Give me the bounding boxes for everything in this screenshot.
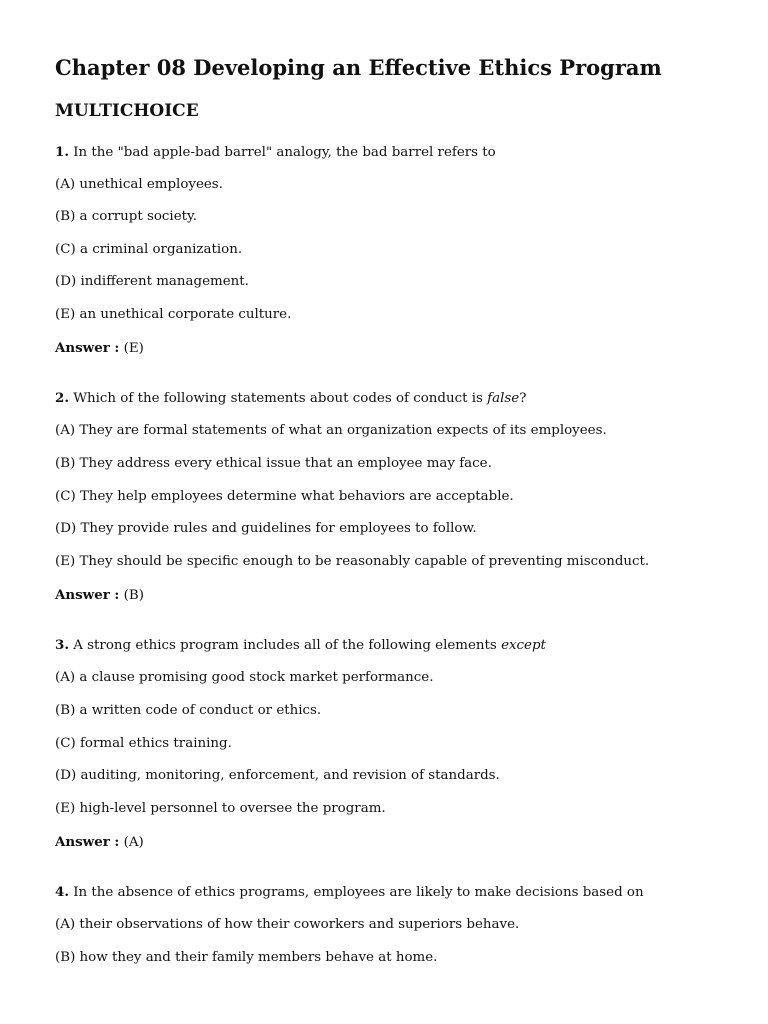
question-2-option-e: (E) They should be specific enough to be reasonably capable of preventing misconduct. [55,554,650,569]
question-2-stem [55,389,526,408]
question-2-option-a: (A) They are formal statements of what an organization expects of its employees. [55,423,607,438]
chapter-title: Chapter 08 Developing an Effective Ethics Program [55,55,662,80]
question-number: 3. [55,637,69,653]
question-1-option-c: (C) a criminal organization. [55,242,243,257]
question-1-option-d: (D) indifferent management. [55,274,249,289]
question-number: 4. [55,884,69,900]
answer-value: (B) [119,588,144,603]
question-text-after: ? [519,391,527,406]
answer-label: Answer : [55,587,120,603]
question-3-option-d: (D) auditing, monitoring, enforcement, and revision of standards. [55,768,500,783]
question-1-answer [55,339,144,358]
question-text: In the absence of ethics programs, employees are likely to make decisions based on [68,885,644,900]
question-3-option-a: (A) a clause promising good stock market performance. [55,670,434,685]
answer-value: (A) [119,835,144,850]
question-emphasis: false [487,391,520,406]
question-2-option-b: (B) They address every ethical issue that an employee may face. [55,456,492,471]
question-1-stem [55,143,496,162]
question-3-option-b: (B) a written code of conduct or ethics. [55,703,322,718]
answer-value: (E) [119,341,144,356]
question-1-option-a: (A) unethical employees. [55,177,223,192]
question-number: 1. [55,144,69,160]
question-2-answer [55,586,144,605]
question-text: In the "bad apple-bad barrel" analogy, the bad barrel refers to [68,145,496,160]
question-2-option-c: (C) They help employees determine what behaviors are acceptable. [55,489,514,504]
question-3-answer [55,833,144,852]
question-3-stem [55,636,546,655]
question-4-option-b: (B) how they and their family members behave at home. [55,950,438,965]
question-text: Which of the following statements about codes of conduct is [68,391,488,406]
question-1-option-e: (E) an unethical corporate culture. [55,307,292,322]
section-heading: MULTICHOICE [55,101,199,121]
question-3-option-c: (C) formal ethics training. [55,736,232,751]
question-3-option-e: (E) high-level personnel to oversee the program. [55,801,386,816]
question-4-stem [55,883,644,902]
question-2-option-d: (D) They provide rules and guidelines for employees to follow. [55,521,477,536]
answer-label: Answer : [55,834,120,850]
answer-label: Answer : [55,340,120,356]
question-text: A strong ethics program includes all of the following elements [68,638,502,653]
question-number: 2. [55,390,69,406]
question-1-option-b: (B) a corrupt society. [55,209,198,224]
question-4-option-a: (A) their observations of how their coworkers and superiors behave. [55,917,520,932]
question-emphasis: except [501,638,546,653]
